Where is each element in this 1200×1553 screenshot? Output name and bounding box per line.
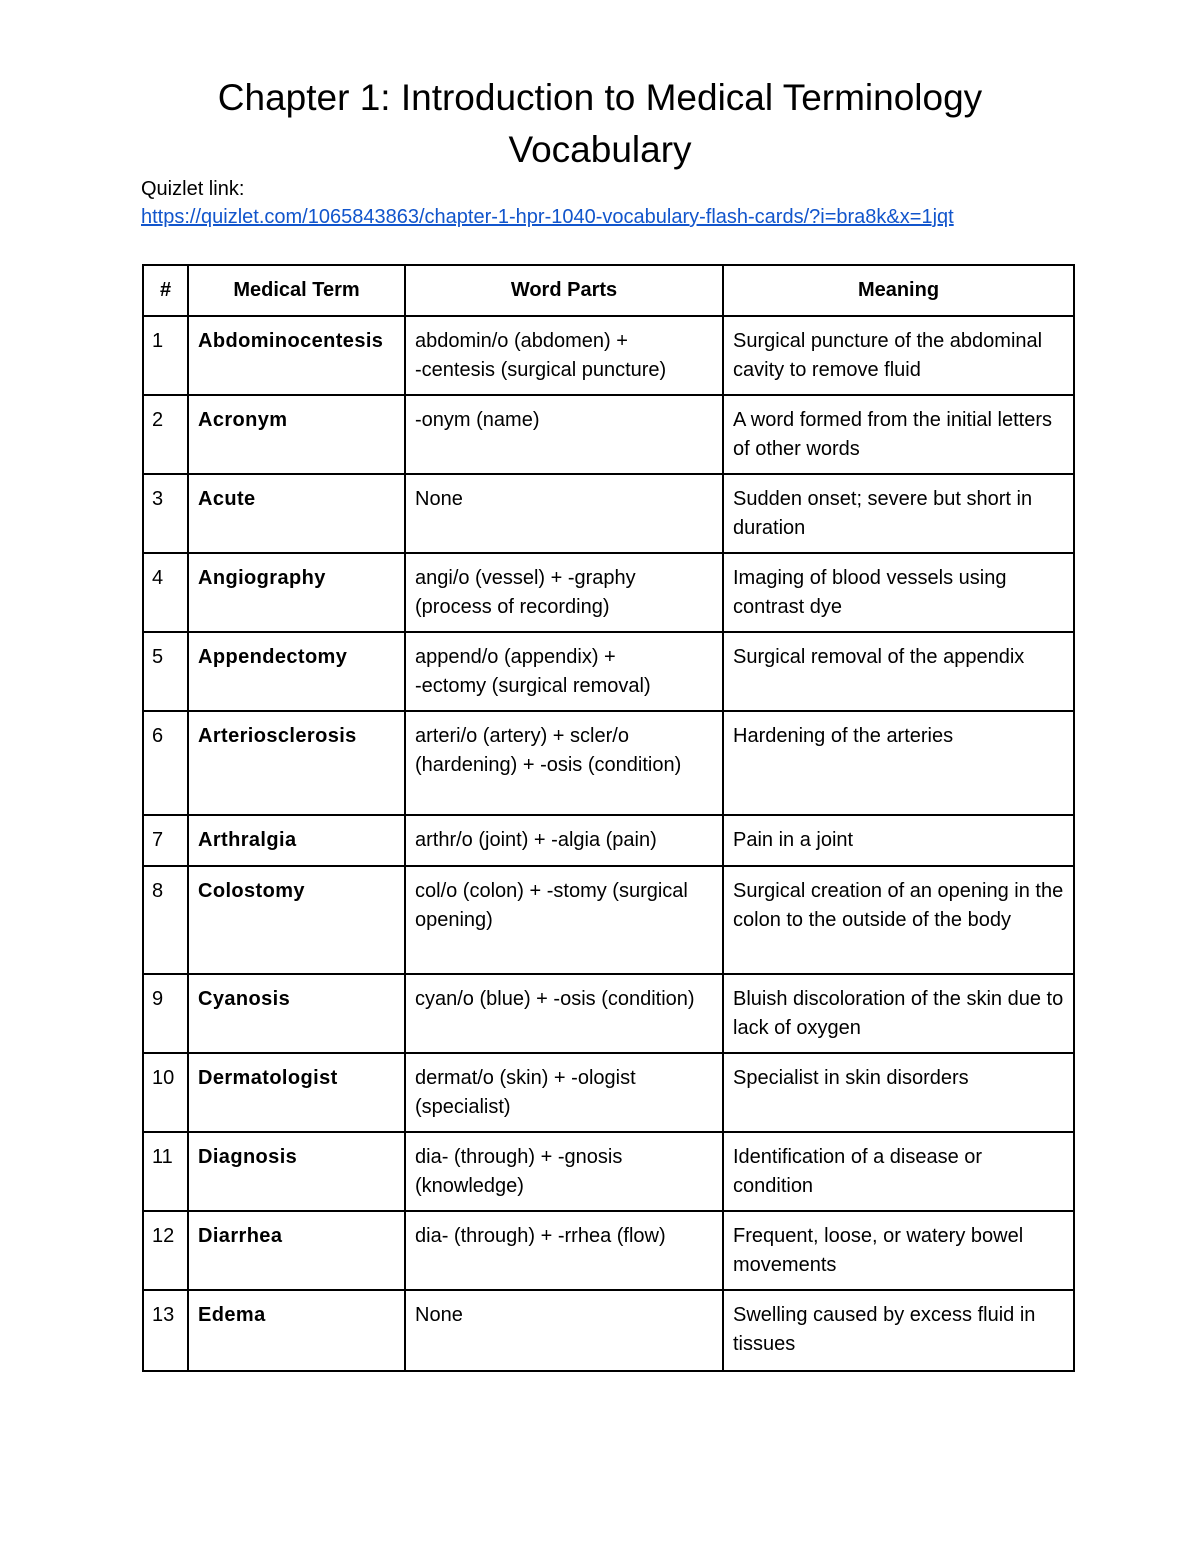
row-number: 1 xyxy=(143,316,188,395)
table-row xyxy=(143,632,1074,711)
medical-term: Colostomy xyxy=(188,866,405,974)
row-number: 4 xyxy=(143,553,188,632)
word-parts-line: arteri/o (artery) + scler/o (hardening) + -osis (condition) xyxy=(415,725,682,776)
table-row xyxy=(143,553,1074,632)
table-row xyxy=(143,711,1074,815)
word-parts xyxy=(405,474,723,553)
word-parts-line: angi/o (vessel) + -graphy (process of recording) xyxy=(415,567,636,618)
meaning: Pain in a joint xyxy=(723,815,1074,866)
table-row xyxy=(143,1290,1074,1371)
meaning: Swelling caused by excess fluid in tissues xyxy=(723,1290,1074,1371)
word-parts-line: cyan/o (blue) + -osis (condition) xyxy=(415,988,695,1010)
row-number: 2 xyxy=(143,395,188,474)
row-number: 9 xyxy=(143,974,188,1053)
document-title xyxy=(0,72,1200,176)
word-parts xyxy=(405,974,723,1053)
word-parts xyxy=(405,1132,723,1211)
meaning: Imaging of blood vessels using contrast dye xyxy=(723,553,1074,632)
row-number: 12 xyxy=(143,1211,188,1290)
table-row xyxy=(143,395,1074,474)
meaning: Surgical removal of the appendix xyxy=(723,632,1074,711)
word-parts xyxy=(405,632,723,711)
word-parts xyxy=(405,1211,723,1290)
table-row xyxy=(143,316,1074,395)
row-number: 7 xyxy=(143,815,188,866)
header-word-parts: Word Parts xyxy=(405,265,723,316)
row-number: 13 xyxy=(143,1290,188,1371)
table-row xyxy=(143,1132,1074,1211)
row-number: 3 xyxy=(143,474,188,553)
table-row xyxy=(143,866,1074,974)
medical-term: Diagnosis xyxy=(188,1132,405,1211)
medical-term: Cyanosis xyxy=(188,974,405,1053)
word-parts-line: dermat/o (skin) + -ologist (specialist) xyxy=(415,1067,636,1118)
medical-term: Dermatologist xyxy=(188,1053,405,1132)
meaning: Hardening of the arteries xyxy=(723,711,1074,815)
medical-term: Edema xyxy=(188,1290,405,1371)
header-meaning: Meaning xyxy=(723,265,1074,316)
table-row xyxy=(143,1211,1074,1290)
medical-term: Appendectomy xyxy=(188,632,405,711)
meaning: Sudden onset; severe but short in duration xyxy=(723,474,1074,553)
table-body xyxy=(143,316,1074,1371)
word-parts xyxy=(405,553,723,632)
row-number: 8 xyxy=(143,866,188,974)
table-row xyxy=(143,974,1074,1053)
word-parts xyxy=(405,711,723,815)
word-parts xyxy=(405,395,723,474)
word-parts-line: arthr/o (joint) + -algia (pain) xyxy=(415,829,657,851)
table-row xyxy=(143,474,1074,553)
word-parts-line: None xyxy=(415,488,463,510)
word-parts xyxy=(405,316,723,395)
meaning: A word formed from the initial letters of other words xyxy=(723,395,1074,474)
meaning: Specialist in skin disorders xyxy=(723,1053,1074,1132)
table-row xyxy=(143,1053,1074,1132)
word-parts-line: dia- (through) + -rrhea (flow) xyxy=(415,1225,666,1247)
word-parts-line: dia- (through) + -gnosis (knowledge) xyxy=(415,1146,623,1197)
quizlet-link[interactable]: https://quizlet.com/1065843863/chapter-1-hpr-1040-vocabulary-flash-cards/?i=bra8k&x=1jqt xyxy=(141,206,954,228)
word-parts-line: -onym (name) xyxy=(415,409,540,431)
word-parts-line: col/o (colon) + -stomy (surgical opening) xyxy=(415,880,688,931)
medical-term: Acronym xyxy=(188,395,405,474)
medical-term: Abdominocentesis xyxy=(188,316,405,395)
row-number: 10 xyxy=(143,1053,188,1132)
medical-term: Angiography xyxy=(188,553,405,632)
table-header-row xyxy=(143,265,1074,316)
medical-term: Acute xyxy=(188,474,405,553)
title-line-1: Chapter 1: Introduction to Medical Terminology xyxy=(217,77,983,118)
word-parts-line: append/o (appendix) + xyxy=(415,646,616,668)
word-parts-line: abdomin/o (abdomen) + xyxy=(415,330,628,352)
word-parts-line: None xyxy=(415,1304,463,1326)
word-parts-line: -centesis (surgical puncture) xyxy=(415,359,667,381)
meaning: Surgical creation of an opening in the colon to the outside of the body xyxy=(723,866,1074,974)
word-parts xyxy=(405,1290,723,1371)
vocabulary-table xyxy=(142,264,1075,1372)
medical-term: Arteriosclerosis xyxy=(188,711,405,815)
word-parts xyxy=(405,1053,723,1132)
row-number: 5 xyxy=(143,632,188,711)
table-row xyxy=(143,815,1074,866)
word-parts-line: -ectomy (surgical removal) xyxy=(415,675,651,697)
medical-term: Diarrhea xyxy=(188,1211,405,1290)
meaning: Surgical puncture of the abdominal cavity to remove fluid xyxy=(723,316,1074,395)
word-parts xyxy=(405,815,723,866)
header-number: # xyxy=(143,265,188,316)
quizlet-label: Quizlet link: xyxy=(141,178,245,200)
word-parts xyxy=(405,866,723,974)
header-medical-term: Medical Term xyxy=(188,265,405,316)
meaning: Identification of a disease or condition xyxy=(723,1132,1074,1211)
medical-term: Arthralgia xyxy=(188,815,405,866)
row-number: 11 xyxy=(143,1132,188,1211)
title-line-2: Vocabulary xyxy=(508,129,692,170)
row-number: 6 xyxy=(143,711,188,815)
meaning: Bluish discoloration of the skin due to lack of oxygen xyxy=(723,974,1074,1053)
meaning: Frequent, loose, or watery bowel movements xyxy=(723,1211,1074,1290)
